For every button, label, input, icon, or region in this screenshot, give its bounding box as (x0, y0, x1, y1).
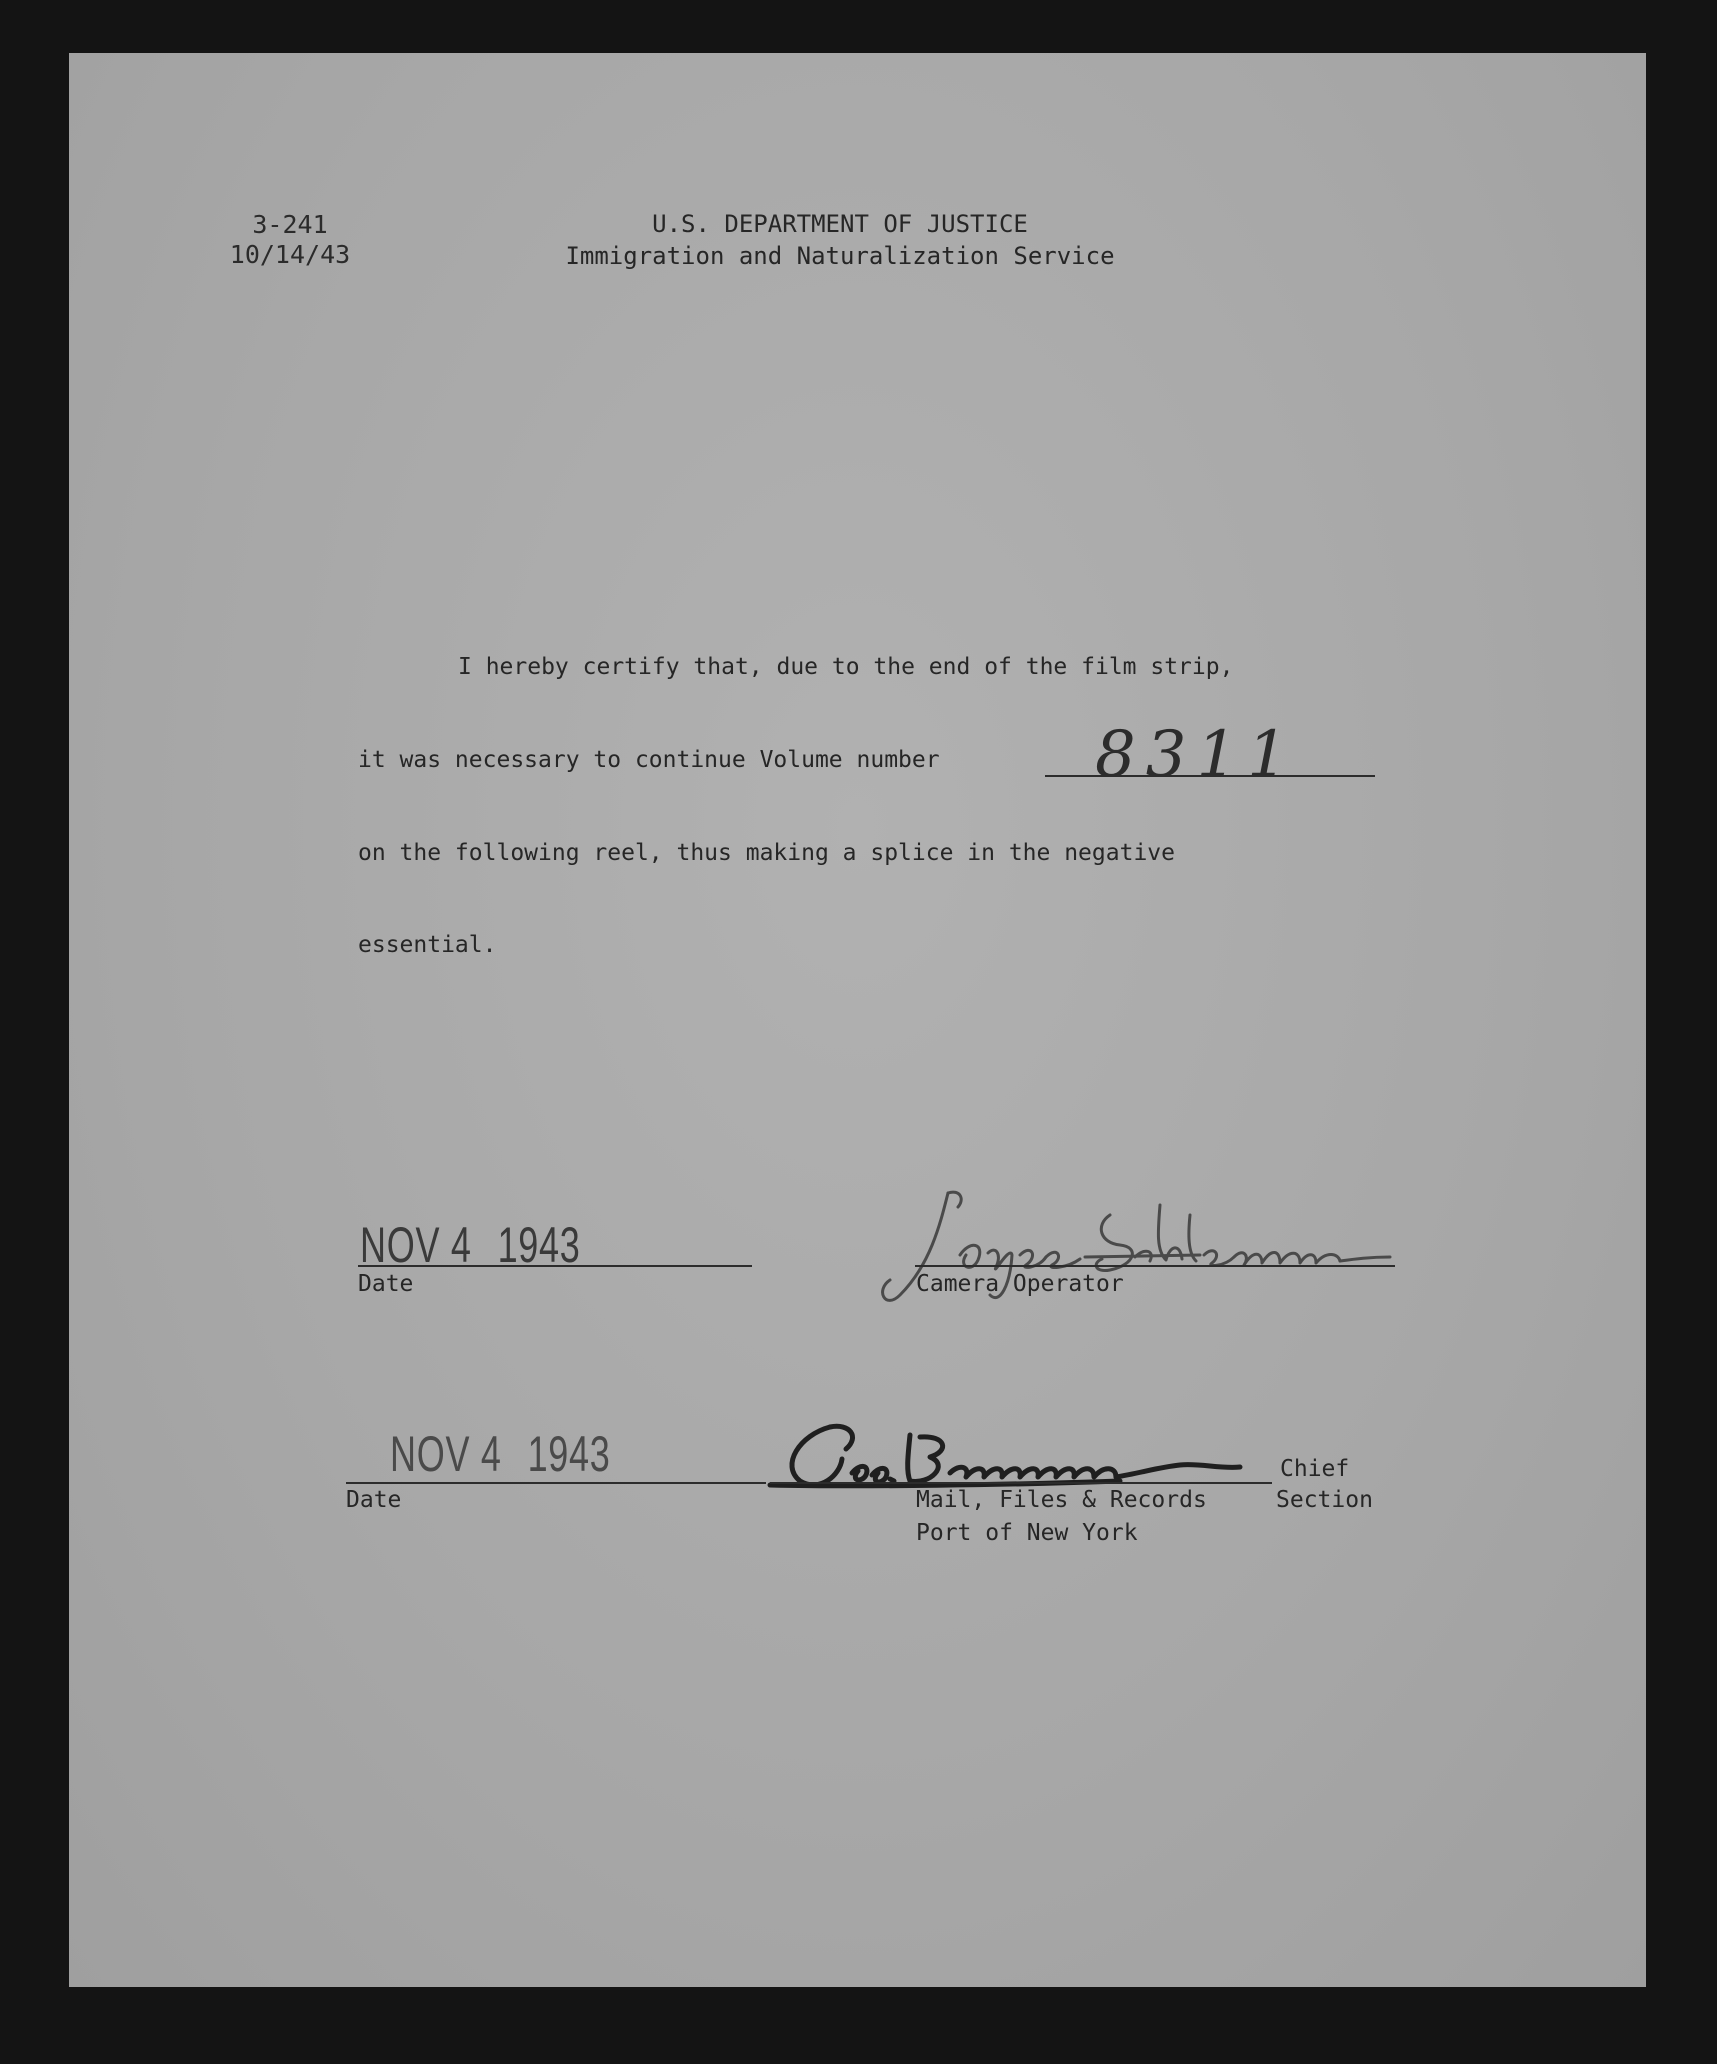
certification-line-3: on the following reel, thus making a splice in the negative (358, 840, 1175, 866)
certification-line-4: essential. (358, 932, 497, 958)
date-stamp-2-month-day: NOV 4 (390, 1426, 502, 1482)
department-title: U.S. DEPARTMENT OF JUSTICE (652, 210, 1028, 238)
form-code: 3-241 (252, 210, 328, 239)
date-rule-1 (358, 1265, 752, 1267)
date-stamp-1-month-day: NOV 4 (360, 1217, 472, 1273)
date-label-1: Date (358, 1271, 414, 1297)
agency-title: Immigration and Naturalization Service (565, 242, 1115, 270)
date-stamp-2 (390, 1425, 611, 1483)
records-label: Mail, Files & Records (916, 1487, 1207, 1513)
certification-line-2: it was necessary to continue Volume number (358, 747, 940, 773)
date-label-2: Date (346, 1487, 402, 1513)
port-label: Port of New York (916, 1520, 1138, 1546)
section-label: Section (1276, 1487, 1373, 1513)
chief-signature-rule (770, 1482, 1272, 1484)
chief-label: Chief (1280, 1456, 1350, 1482)
document-page (69, 53, 1646, 1987)
date-rule-2 (346, 1482, 766, 1484)
date-stamp-1-year: 1943 (497, 1217, 581, 1273)
date-stamp-2-year: 1943 (527, 1426, 611, 1482)
certification-line-1: I hereby certify that, due to the end of the film strip, (458, 654, 1234, 680)
camera-operator-label: Camera Operator (916, 1271, 1124, 1297)
form-revision-date: 10/14/43 (229, 240, 351, 269)
volume-number: 8311 (1095, 718, 1298, 792)
camera-operator-rule (915, 1265, 1395, 1267)
